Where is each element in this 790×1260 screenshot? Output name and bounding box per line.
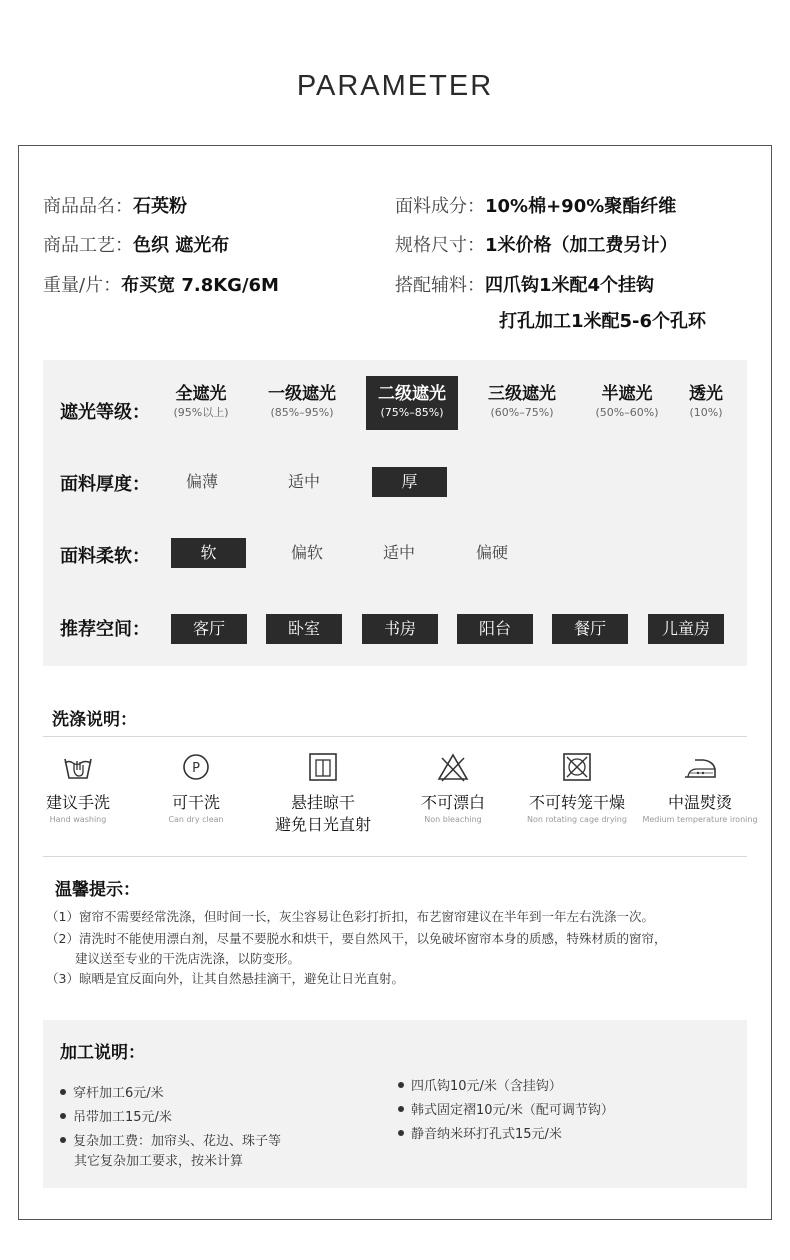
bullet (398, 1106, 404, 1112)
wash-item-iron (640, 750, 760, 826)
rooms-label: 推荐空间： (60, 619, 150, 640)
shading-option-name: 一级遮光 (268, 384, 336, 404)
param-name-value: 石英粉 (133, 196, 187, 217)
tip-line-2-cont: 建议送至专业的干洗店洗涤，以防变形。 (75, 951, 301, 966)
softness-option-medium[interactable]: 适中 (382, 543, 415, 562)
shading-option-translucent[interactable] (682, 378, 730, 428)
room-balcony[interactable]: 阳台 (457, 614, 533, 644)
thickness-option-thick[interactable]: 厚 (372, 467, 447, 497)
param-fabric-label: 面料成分： (395, 196, 485, 217)
divider (43, 736, 747, 737)
shading-option-range: (95%以上) (173, 406, 229, 419)
param-weight (43, 271, 279, 297)
param-size-label: 规格尺寸： (395, 235, 485, 256)
bullet (398, 1082, 404, 1088)
wash-item-notumble (517, 750, 637, 826)
room-living[interactable]: 客厅 (171, 614, 247, 644)
wash-item-dryclean (136, 750, 256, 826)
processing-left-item (60, 1108, 172, 1128)
shading-option-full[interactable] (164, 378, 238, 428)
wash-en: Non bleaching (424, 815, 482, 824)
param-accessory-value-2: 打孔加工1米配5-6个孔环 (499, 311, 707, 332)
param-accessory-label: 搭配辅料： (395, 275, 485, 296)
shading-option-range: (85%–95%) (270, 406, 334, 419)
thickness-option-thin[interactable]: 偏薄 (185, 472, 218, 491)
wash-cn: 建议手洗 (45, 793, 110, 812)
no-tumble-dry-icon (560, 750, 594, 784)
svg-text:P: P (192, 761, 200, 776)
softness-option-soft[interactable]: 软 (171, 538, 246, 568)
processing-text: 复杂加工费：加帘头、花边、珠子等 (73, 1134, 282, 1149)
processing-right-item (398, 1077, 562, 1097)
shading-option-name: 二级遮光 (378, 384, 446, 404)
param-weight-value: 布买宽 7.8KG/6M (121, 275, 279, 296)
shading-option-level3[interactable] (481, 378, 563, 428)
wash-en: Hand washing (49, 815, 107, 824)
param-craft (43, 231, 229, 257)
tips-title: 温馨提示： (55, 880, 140, 900)
tip-line-2: （2）清洗时不能使用漂白剂，尽量不要脱水和烘干，要自然风干，以免破坏窗帘本身的质感，特殊材质的窗帘， (46, 931, 667, 946)
param-size-value: 1米价格（加工费另计） (485, 235, 678, 256)
param-accessory-value-1: 四爪钩1米配4个挂钩 (485, 275, 655, 296)
param-accessory-line2 (499, 307, 706, 333)
param-craft-label: 商品工艺： (43, 235, 133, 256)
bullet (60, 1137, 66, 1143)
bullet (60, 1113, 66, 1119)
bullet (398, 1130, 404, 1136)
wash-cn: 可干洗 (171, 793, 220, 812)
shading-option-name: 透光 (689, 384, 723, 404)
processing-text: 吊带加工15元/米 (73, 1110, 172, 1125)
shading-option-level2[interactable] (366, 376, 458, 430)
room-study[interactable]: 书房 (362, 614, 438, 644)
no-bleach-icon (436, 750, 470, 784)
param-name-label: 商品品名： (43, 196, 133, 217)
tip-line-1: （1）窗帘不需要经常洗涤，但时间一长，灰尘容易让色彩打折扣，布艺窗帘建议在半年到一年左右洗涤一次。 (46, 909, 654, 924)
param-fabric (395, 192, 676, 218)
hand-wash-icon (61, 750, 95, 784)
thickness-label: 面料厚度： (60, 474, 150, 495)
shading-option-range: (75%–85%) (380, 406, 444, 419)
param-name (43, 192, 187, 218)
shading-option-range: (50%–60%) (595, 406, 659, 419)
wash-en: Can dry clean (168, 815, 224, 824)
page-title: PARAMETER (296, 70, 494, 102)
shading-option-name: 半遮光 (601, 384, 653, 404)
processing-left-extra: 其它复杂加工要求，按米计算 (74, 1154, 244, 1169)
processing-right-item (398, 1125, 562, 1145)
wash-cn: 中温熨烫 (667, 793, 732, 812)
param-craft-value: 色织 遮光布 (133, 235, 230, 256)
room-bedroom[interactable]: 卧室 (266, 614, 342, 644)
processing-left-item (60, 1084, 164, 1104)
wash-en: Non rotating cage drying (527, 815, 627, 824)
shading-option-name: 全遮光 (175, 384, 227, 404)
param-size (395, 231, 678, 257)
softness-option-softish[interactable]: 偏软 (290, 543, 323, 562)
washing-title: 洗涤说明： (52, 710, 137, 730)
shading-option-half[interactable] (589, 378, 665, 428)
shading-option-range: (10%) (689, 406, 723, 419)
bullet (60, 1089, 66, 1095)
shading-label: 遮光等级： (60, 402, 150, 423)
room-dining[interactable]: 餐厅 (552, 614, 628, 644)
processing-text: 静音纳米环打孔式15元/米 (411, 1127, 562, 1142)
wash-en: Medium temperature ironing (642, 815, 758, 824)
param-accessory (395, 271, 654, 297)
processing-left-item (60, 1132, 281, 1152)
processing-text: 四爪钩10元/米（含挂钩） (411, 1079, 562, 1094)
dry-clean-icon (179, 750, 213, 784)
thickness-option-medium[interactable]: 适中 (287, 472, 320, 491)
processing-title: 加工说明： (60, 1043, 145, 1063)
wash-cn: 不可转笼干燥 (528, 793, 625, 812)
shading-option-range: (60%–75%) (490, 406, 554, 419)
wash-item-hand (18, 750, 138, 826)
softness-label: 面料柔软： (60, 546, 150, 567)
processing-text: 穿杆加工6元/米 (73, 1086, 164, 1101)
wash-item-hang (263, 750, 383, 836)
divider (43, 856, 747, 857)
processing-text: 韩式固定褶10元/米（配可调节钩） (411, 1103, 614, 1118)
processing-right-item (398, 1101, 614, 1121)
softness-option-hard[interactable]: 偏硬 (475, 543, 508, 562)
wash-cn: 不可漂白 (420, 793, 485, 812)
hang-dry-icon (306, 750, 340, 784)
param-weight-label: 重量/片： (43, 275, 122, 296)
iron-icon (683, 750, 717, 784)
wash-cn: 悬挂晾干 (290, 793, 355, 812)
wash-item-nobleach (393, 750, 513, 826)
wash-cn-line2: 避免日光直射 (274, 815, 371, 834)
room-kids[interactable]: 儿童房 (648, 614, 724, 644)
param-fabric-value: 10%棉+90%聚酯纤维 (485, 196, 677, 217)
tip-line-3: （3）晾晒是宜反面向外，让其自然悬挂滴干，避免让日光直射。 (46, 971, 404, 986)
shading-option-name: 三级遮光 (488, 384, 556, 404)
shading-option-level1[interactable] (261, 378, 343, 428)
